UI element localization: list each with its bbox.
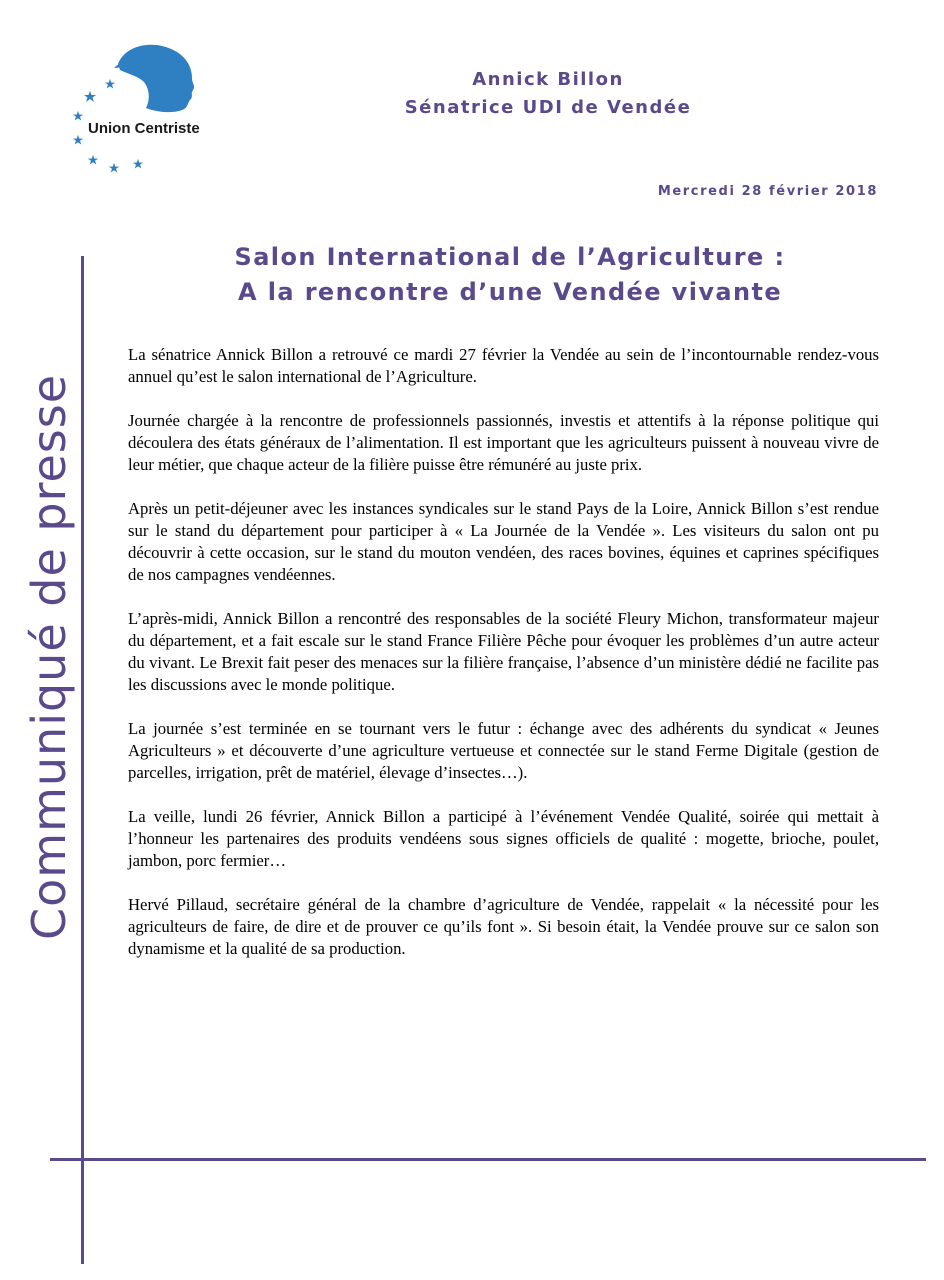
paragraph: Hervé Pillaud, secrétaire général de la chambre d’agriculture de Vendée, rappelait « la nécessité pour les agriculteurs de faire, de dire et de prouver ce qu’ils font ». Si besoin était, la Vendée prouve sur ce salon son dynamisme et la qualité de sa production. bbox=[128, 895, 879, 958]
paragraph: La veille, lundi 26 février, Annick Billon a participé à l’événement Vendée Qualité, soirée qui mettait à l’honneur les partenaires des produits vendéens sous signes officiels de qualité : mogette, brioche, poulet, jambon, porc fermier… bbox=[128, 807, 879, 870]
paragraph: Journée chargée à la rencontre de professionnels passionnés, investis et attentifs à la réponse politique qui découlera des états généraux de l’alimentation. Il est important que les agriculteurs puissent à nouveau vivre de leur métier, que chaque acteur de la filière puisse être rémunéré au juste prix. bbox=[128, 411, 879, 474]
press-release-title bbox=[190, 240, 830, 310]
horizontal-divider bbox=[50, 1158, 926, 1161]
title-line-2: A la rencontre d’une Vendée vivante bbox=[237, 278, 782, 306]
profile-stars-icon bbox=[66, 38, 226, 178]
vertical-divider bbox=[81, 256, 84, 1264]
paragraph: Après un petit-déjeuner avec les instances syndicales sur le stand Pays de la Loire, Annick Billon s’est rendue sur le stand du département pour participer à « La Journée de la Vendée ». Les visiteurs du salon ont pu découvrir à cette occasion, sur le stand du mouton vendéen, des races bovines, équines et caprines spécifiques de nos campagnes vendéennes. bbox=[128, 499, 879, 584]
paragraph: La journée s’est terminée en se tournant vers le futur : échange avec des adhérents du syndicat « Jeunes Agriculteurs » et découverte d’une agriculture vertueuse et connectée sur le stand Ferme Digitale (gestion de parcelles, irrigation, prêt de matériel, élevage d’insectes…). bbox=[128, 719, 879, 782]
side-label: Communiqué de presse bbox=[22, 373, 76, 940]
paragraph: L’après-midi, Annick Billon a rencontré des responsables de la société Fleury Michon, transformateur majeur du département, et a fait escale sur le stand France Filière Pêche pour évoquer les problèmes d’un autre acteur du vivant. Le Brexit fait peser des menaces sur la filière française, l’absence d’un ministère dédié ne facilite pas les discussions avec le monde politique. bbox=[128, 609, 879, 694]
senator-role: Sénatrice UDI de Vendée bbox=[404, 97, 692, 118]
press-release-body bbox=[128, 344, 879, 982]
union-centriste-logo bbox=[66, 38, 226, 178]
release-date: Mercredi 28 février 2018 bbox=[657, 184, 878, 199]
sender-header bbox=[330, 66, 766, 122]
paragraph: La sénatrice Annick Billon a retrouvé ce mardi 27 février la Vendée au sein de l’incontournable rendez-vous annuel qu’est le salon international de l’Agriculture. bbox=[128, 345, 879, 386]
title-line-1: Salon International de l’Agriculture : bbox=[234, 243, 786, 271]
logo-label: Union Centriste bbox=[88, 120, 200, 137]
senator-name: Annick Billon bbox=[472, 69, 624, 90]
